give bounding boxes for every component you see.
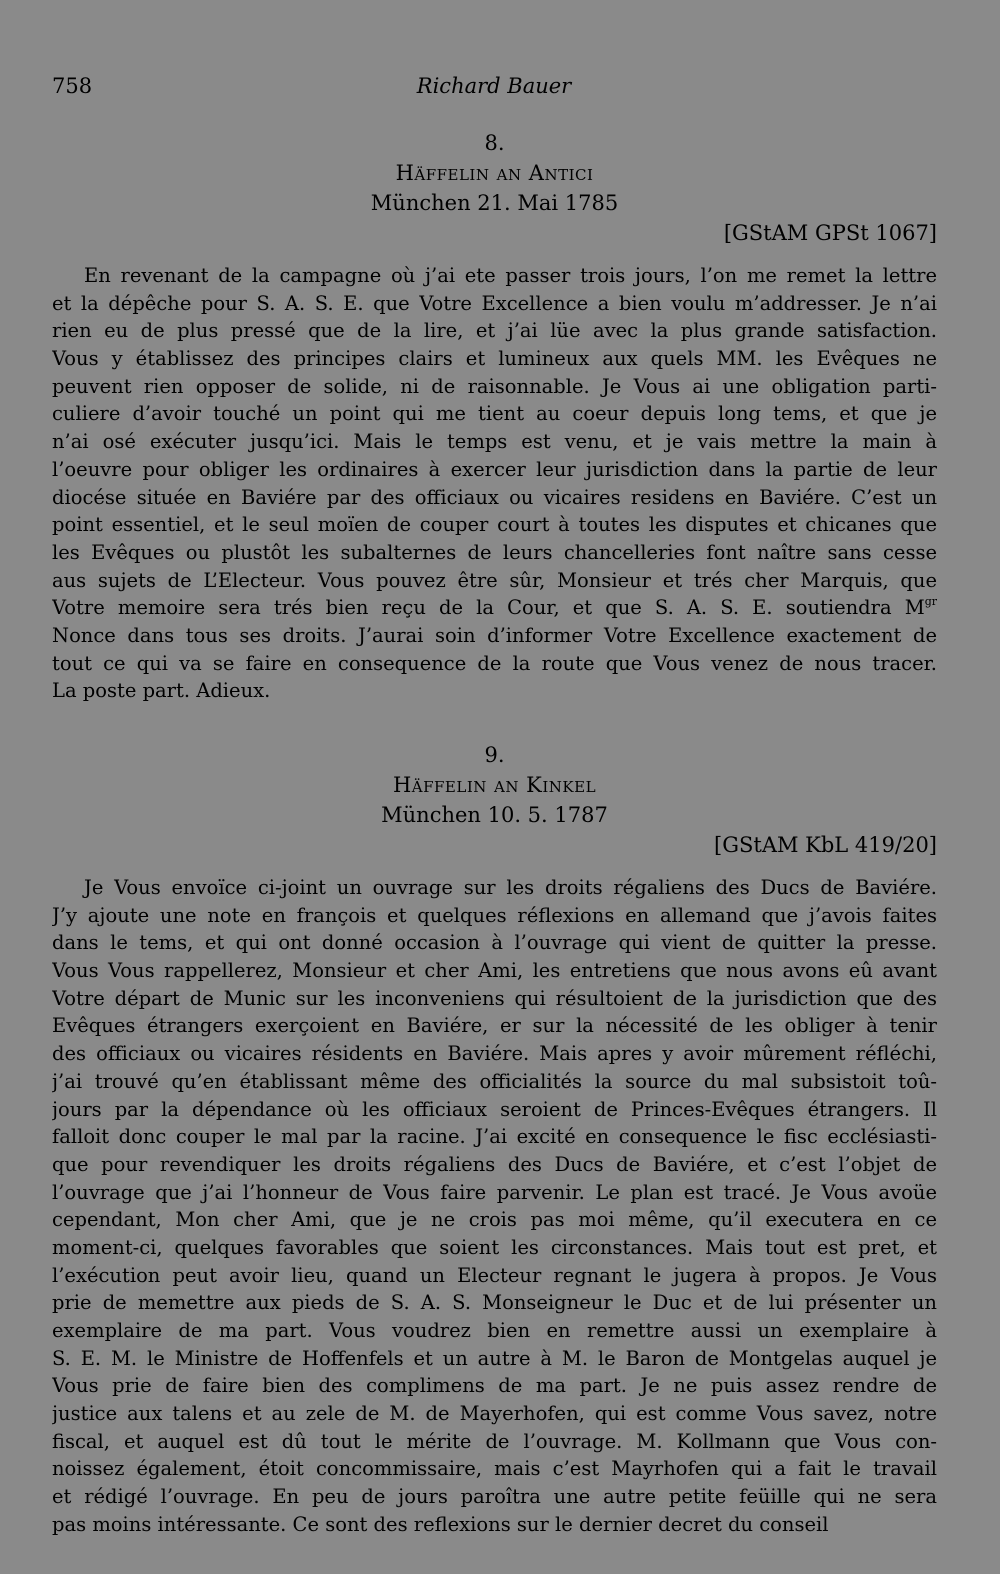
body-line (52, 1511, 937, 1539)
body-line-text: Nonce dans tous ses droits. J’aurai soin d’informer Votre Excellence exactement de (52, 623, 937, 647)
body-line (52, 1483, 937, 1511)
body-line-text: n’ai osé exécuter jusqu’ici. Mais le temps est venu, et je vais mettre la main à (52, 430, 937, 454)
letter-number: 8. (484, 131, 505, 155)
body-line-text: Votre memoire sera trés bien reçu de la Cour, et que S. A. S. E. soutiendra M (52, 596, 925, 620)
body-line-text: l’ouvrage que j’ai l’honneur de Vous faire parvenir. Le plan est tracé. Je Vous avoüe (52, 1180, 937, 1204)
body-line-text: Vous y établissez des principes clairs et lumineux aux quels MM. les Evêques ne (52, 347, 937, 371)
body-line-text: S. E. M. le Ministre de Hoffenfels et un autre à M. le Baron de Montgelas auquel je (52, 1346, 937, 1370)
body-line-text: et rédigé l’ouvrage. En peu de jours paroîtra une autre petite feüille qui ne sera (52, 1485, 937, 1509)
body-line (52, 1040, 937, 1068)
letter-place-date: München 10. 5. 1787 (381, 803, 608, 827)
body-line (52, 484, 937, 512)
body-line-text: falloit donc couper le mal par la racine. J’ai excité en consequence le fisc ecclésiasti- (52, 1125, 937, 1149)
body-line (52, 373, 937, 401)
body-line-text: pas moins intéressante. Ce sont des reflexions sur le dernier decret du conseil (52, 1512, 829, 1536)
body-line (52, 456, 937, 484)
body-line (52, 1345, 937, 1373)
body-line (52, 1206, 937, 1234)
body-line (52, 1317, 937, 1345)
letter-place-date: München 21. Mai 1785 (370, 191, 619, 215)
body-line (52, 1400, 937, 1428)
body-line (52, 1262, 937, 1290)
body-line-text: j’ai trouvé qu’en établissant même des officialités la source du mal subsistoit toû- (52, 1069, 937, 1093)
body-line (52, 290, 937, 318)
body-line-text: justice aux talens et au zele de M. de Mayerhofen, qui est comme Vous savez, notre (52, 1402, 937, 1426)
letter-body (52, 874, 937, 1539)
body-line (52, 929, 937, 957)
body-line (52, 1012, 937, 1040)
running-title: Richard Bauer (416, 74, 572, 98)
superscript-abbrev: gr (924, 595, 937, 609)
body-line (52, 650, 937, 678)
body-line-text: des officiaux ou vicaires résidents en Baviére. Mais apres y avoir mûrement réfléchi, (52, 1042, 937, 1066)
body-line-text: que pour revendiquer les droits régaliens des Ducs de Baviére, et c’est l’objet de (52, 1152, 937, 1176)
body-line (52, 400, 937, 428)
body-line (52, 622, 937, 650)
letter-9 (52, 740, 937, 1539)
body-line-text: et la dépêche pour S. A. S. E. que Votre Excellence a bien voulu m’addresser. Je n’ai (52, 291, 937, 315)
body-line-text: point essentiel, et le seul moïen de couper court à toutes les disputes et chicanes que (52, 513, 937, 537)
letter-8 (52, 128, 937, 705)
body-line-text: rien eu de plus pressé que de la lire, et j’ai lüe avec la plus grande satisfaction. (52, 319, 937, 343)
letter-body (52, 262, 937, 705)
body-line (52, 1179, 937, 1207)
letter-title: Häffelin an Antici (395, 161, 594, 185)
body-line-text: En revenant de la campagne où j’ai ete passer trois jours, l’on me remet la lettre (84, 264, 937, 287)
body-line (52, 262, 937, 290)
body-line-text: tout ce qui va se faire en consequence de la route que Vous venez de nous tracer. (52, 651, 937, 675)
body-line-text: fiscal, et auquel est dû tout le mérite de l’ouvrage. M. Kollmann que Vous con- (52, 1429, 937, 1453)
body-line (52, 594, 937, 622)
body-line-text: La poste part. Adieux. (52, 679, 271, 703)
archive-signature: [GStAM GPSt 1067] (723, 221, 937, 245)
body-line-text: cependant, Mon cher Ami, que je ne crois pas moi même, qu’il executera en ce (52, 1208, 937, 1232)
body-line (52, 1096, 937, 1124)
body-line-text: peuvent rien opposer de solide, ni de raisonnable. Je Vous ai une obligation parti- (52, 374, 937, 398)
archive-signature: [GStAM KbL 419/20] (714, 833, 937, 857)
body-line (52, 1068, 937, 1096)
body-line-text: exemplaire de ma part. Vous voudrez bien en remettre aussi un exemplaire à (52, 1319, 937, 1342)
body-line (52, 985, 937, 1013)
page-number: 758 (52, 74, 93, 98)
page-header (52, 74, 936, 106)
body-line-text: culiere d’avoir touché un point qui me tient au coeur depuis long tems, et que je (52, 402, 937, 426)
body-line-text: Evêques étrangers exerçoient en Baviére, er sur la nécessité de les obliger à tenir (52, 1014, 937, 1038)
body-line-text: Votre départ de Munic sur les inconveniens qui résultoient de la jurisdiction que des (52, 986, 937, 1010)
body-line (52, 1428, 937, 1456)
body-line-text: diocése située en Baviére par des officiaux ou vicaires residens en Baviére. C’est un (52, 485, 937, 509)
body-line (52, 677, 937, 705)
body-line-text: Vous Vous rappellerez, Monsieur et cher Ami, les entretiens que nous avons eû avant (52, 959, 937, 983)
body-line (52, 902, 937, 930)
body-line-text: les Evêques ou plustôt les subalternes de leurs chancelleries font naître sans cesse (52, 540, 937, 564)
body-line-text: moment-ci, quelques favorables que soient les circonstances. Mais tout est pret, et (52, 1235, 937, 1259)
body-line (52, 539, 937, 567)
body-line (52, 317, 937, 345)
body-line (52, 1151, 937, 1179)
body-line (52, 511, 937, 539)
letter-title: Häffelin an Kinkel (392, 773, 597, 797)
body-line-text: Vous prie de faire bien des complimens de ma part. Je ne puis assez rendre de (52, 1374, 937, 1398)
body-line-text: prie de memettre aux pieds de S. A. S. Monseigneur le Duc et de lui présenter un (52, 1291, 937, 1315)
body-line-text: jours par la dépendance où les officiaux seroient de Princes-Evêques étrangers. Il (52, 1097, 937, 1121)
body-line (52, 874, 937, 902)
letter-number: 9. (484, 743, 505, 767)
body-line-text: J’y ajoute une note en françois et quelques réflexions en allemand que j’avois faites (52, 903, 937, 927)
body-line-text: aus sujets de L’Electeur. Vous pouvez être sûr, Monsieur et trés cher Marquis, que (52, 568, 937, 592)
body-line (52, 1123, 937, 1151)
body-line (52, 428, 937, 456)
body-line (52, 957, 937, 985)
body-line-text: noissez également, étoit concommissaire, mais c’est Mayrhofen qui a fait le travail (52, 1457, 937, 1481)
body-line-text: Je Vous envoïce ci-joint un ouvrage sur les droits régaliens des Ducs de Baviére. (84, 876, 937, 899)
body-line-text: dans le tems, et qui ont donné occasion à l’ouvrage qui vient de quitter la presse. (52, 931, 937, 955)
body-line (52, 1289, 937, 1317)
body-line (52, 1372, 937, 1400)
body-line (52, 345, 937, 373)
body-line-text: l’exécution peut avoir lieu, quand un Electeur regnant le jugera à propos. Je Vous (52, 1263, 937, 1287)
body-line (52, 1234, 937, 1262)
body-line (52, 1455, 937, 1483)
body-line-text: l’oeuvre pour obliger les ordinaires à exercer leur jurisdiction dans la partie de leur (52, 457, 937, 481)
body-line (52, 567, 937, 595)
